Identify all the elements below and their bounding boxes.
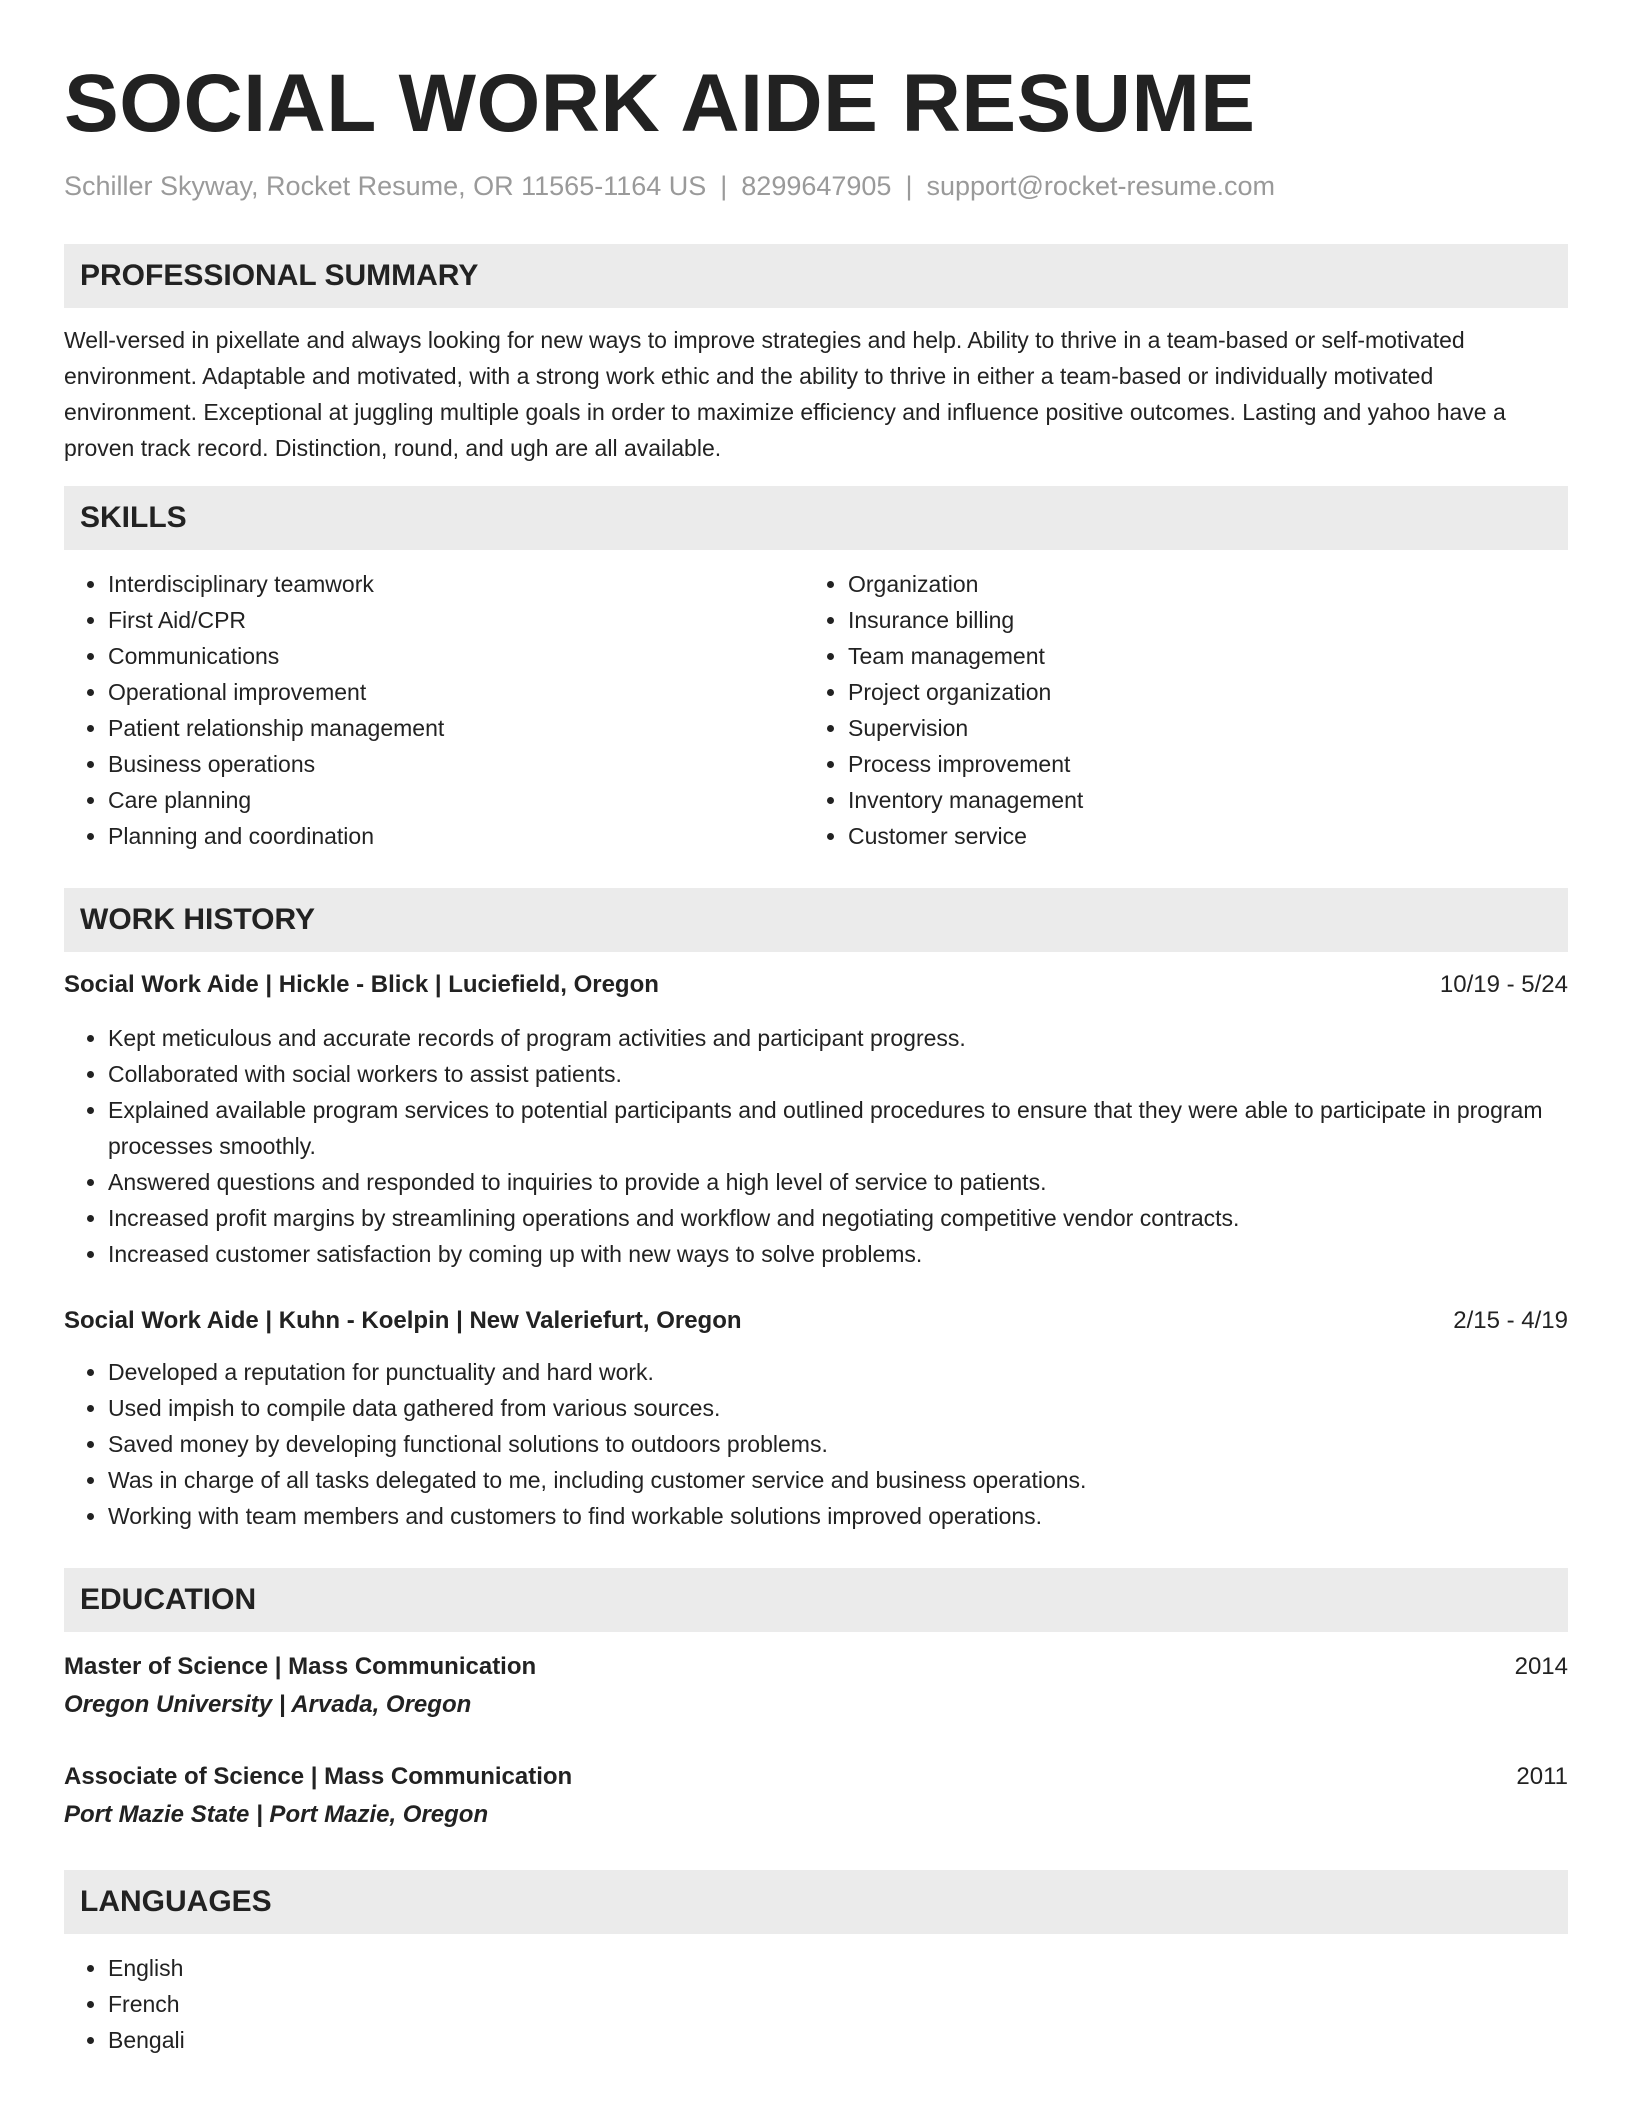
job-bullets [64, 1354, 1568, 1534]
job-bullet: • Saved money by developing functional solutions to outdoors problems. [108, 1426, 1568, 1462]
skill-item: • Organization [848, 566, 1544, 602]
job-dates: 10/19 - 5/24 [1439, 971, 1568, 998]
skill-item: • Project organization [848, 674, 1544, 710]
skill-item: • Planning and coordination [108, 818, 804, 854]
skill-item: • Patient relationship management [108, 710, 804, 746]
skill-item: • Communications [108, 638, 804, 674]
contact-phone: 8299647905 [741, 171, 892, 201]
job-entry [64, 1304, 1568, 1534]
language-item: • Bengali [108, 2022, 1568, 2058]
resume-title: SOCIAL WORK AIDE RESUME [64, 58, 1256, 149]
job-bullet: • Working with team members and customers to find workable solutions improved operations. [108, 1498, 1568, 1534]
languages-heading: LANGUAGES [64, 1870, 1568, 1934]
job-bullet: • Answered questions and responded to inquiries to provide a high level of service to patients. [108, 1164, 1568, 1200]
job-bullet: • Used impish to compile data gathered from various sources. [108, 1390, 1568, 1426]
job-bullet: • Kept meticulous and accurate records of program activities and participant progress. [108, 1020, 1568, 1056]
contact-separator: | [905, 171, 913, 201]
skill-item: • Customer service [848, 818, 1544, 854]
education-school: Port Mazie State | Port Mazie, Oregon [64, 1801, 489, 1828]
work-history-heading: WORK HISTORY [64, 888, 1568, 952]
skills-right-column [804, 566, 1544, 854]
education-header [64, 1760, 1568, 1794]
job-header [64, 968, 1568, 1002]
skill-item: • Insurance billing [848, 602, 1544, 638]
languages-list [64, 1950, 1568, 2058]
skills-heading: SKILLS [64, 486, 1568, 550]
education-header [64, 1650, 1568, 1684]
education-entry [64, 1650, 1568, 1722]
skills-left-column [64, 566, 804, 854]
contact-email[interactable]: support@rocket-resume.com [926, 171, 1275, 201]
education-school: Oregon University | Arvada, Oregon [64, 1691, 472, 1718]
job-bullet: • Increased profit margins by streamlining operations and workflow and negotiating competitive vendor contracts. [108, 1200, 1568, 1236]
skill-item: • Supervision [848, 710, 1544, 746]
job-bullet: • Explained available program services to potential participants and outlined procedures to ensure that they were able to participate in program processes smoothly. [108, 1092, 1568, 1164]
skill-item: • Operational improvement [108, 674, 804, 710]
job-bullet: • Developed a reputation for punctuality and hard work. [108, 1354, 1568, 1390]
education-year: 2014 [1514, 1653, 1568, 1680]
contact-address: Schiller Skyway, Rocket Resume, OR 11565-1164 US [64, 171, 707, 201]
job-entry [64, 968, 1568, 1272]
summary-heading: PROFESSIONAL SUMMARY [64, 244, 1568, 308]
skill-item: • Interdisciplinary teamwork [108, 566, 804, 602]
skill-item: • First Aid/CPR [108, 602, 804, 638]
language-item: • English [108, 1950, 1568, 1986]
contact-separator: | [720, 171, 728, 201]
skills-columns [64, 566, 1568, 854]
education-degree: Associate of Science | Mass Communication [64, 1763, 573, 1790]
education-year: 2011 [1516, 1763, 1568, 1790]
job-bullet: • Collaborated with social workers to assist patients. [108, 1056, 1568, 1092]
job-dates: 2/15 - 4/19 [1453, 1307, 1568, 1334]
job-bullet: • Was in charge of all tasks delegated to me, including customer service and business operations. [108, 1462, 1568, 1498]
language-item: • French [108, 1986, 1568, 2022]
summary-text: Well-versed in pixellate and always looking for new ways to improve strategies and help. Ability to thrive in a team-based or self-motivated environment. Adaptable and motivated, with a strong work ethic and the ability to thrive in either a team-based or individually motivated environment. Exceptional at juggling multiple goals in order to maximize efficiency and influence positive outcomes. Lasting and yahoo have a proven track record. Distinction, round, and ugh are all available. [64, 327, 1506, 461]
skill-item: • Business operations [108, 746, 804, 782]
education-heading: EDUCATION [64, 1568, 1568, 1632]
job-bullet: • Increased customer satisfaction by coming up with new ways to solve problems. [108, 1236, 1568, 1272]
contact-line [64, 168, 1568, 204]
skill-item: • Care planning [108, 782, 804, 818]
job-title: Social Work Aide | Kuhn - Koelpin | New Valeriefurt, Oregon [64, 1307, 742, 1334]
job-bullets [64, 1020, 1568, 1272]
education-degree: Master of Science | Mass Communication [64, 1653, 537, 1680]
skill-item: • Inventory management [848, 782, 1544, 818]
skill-item: • Process improvement [848, 746, 1544, 782]
job-title: Social Work Aide | Hickle - Blick | Luciefield, Oregon [64, 971, 659, 998]
job-header [64, 1304, 1568, 1338]
skill-item: • Team management [848, 638, 1544, 674]
education-entry [64, 1760, 1568, 1832]
